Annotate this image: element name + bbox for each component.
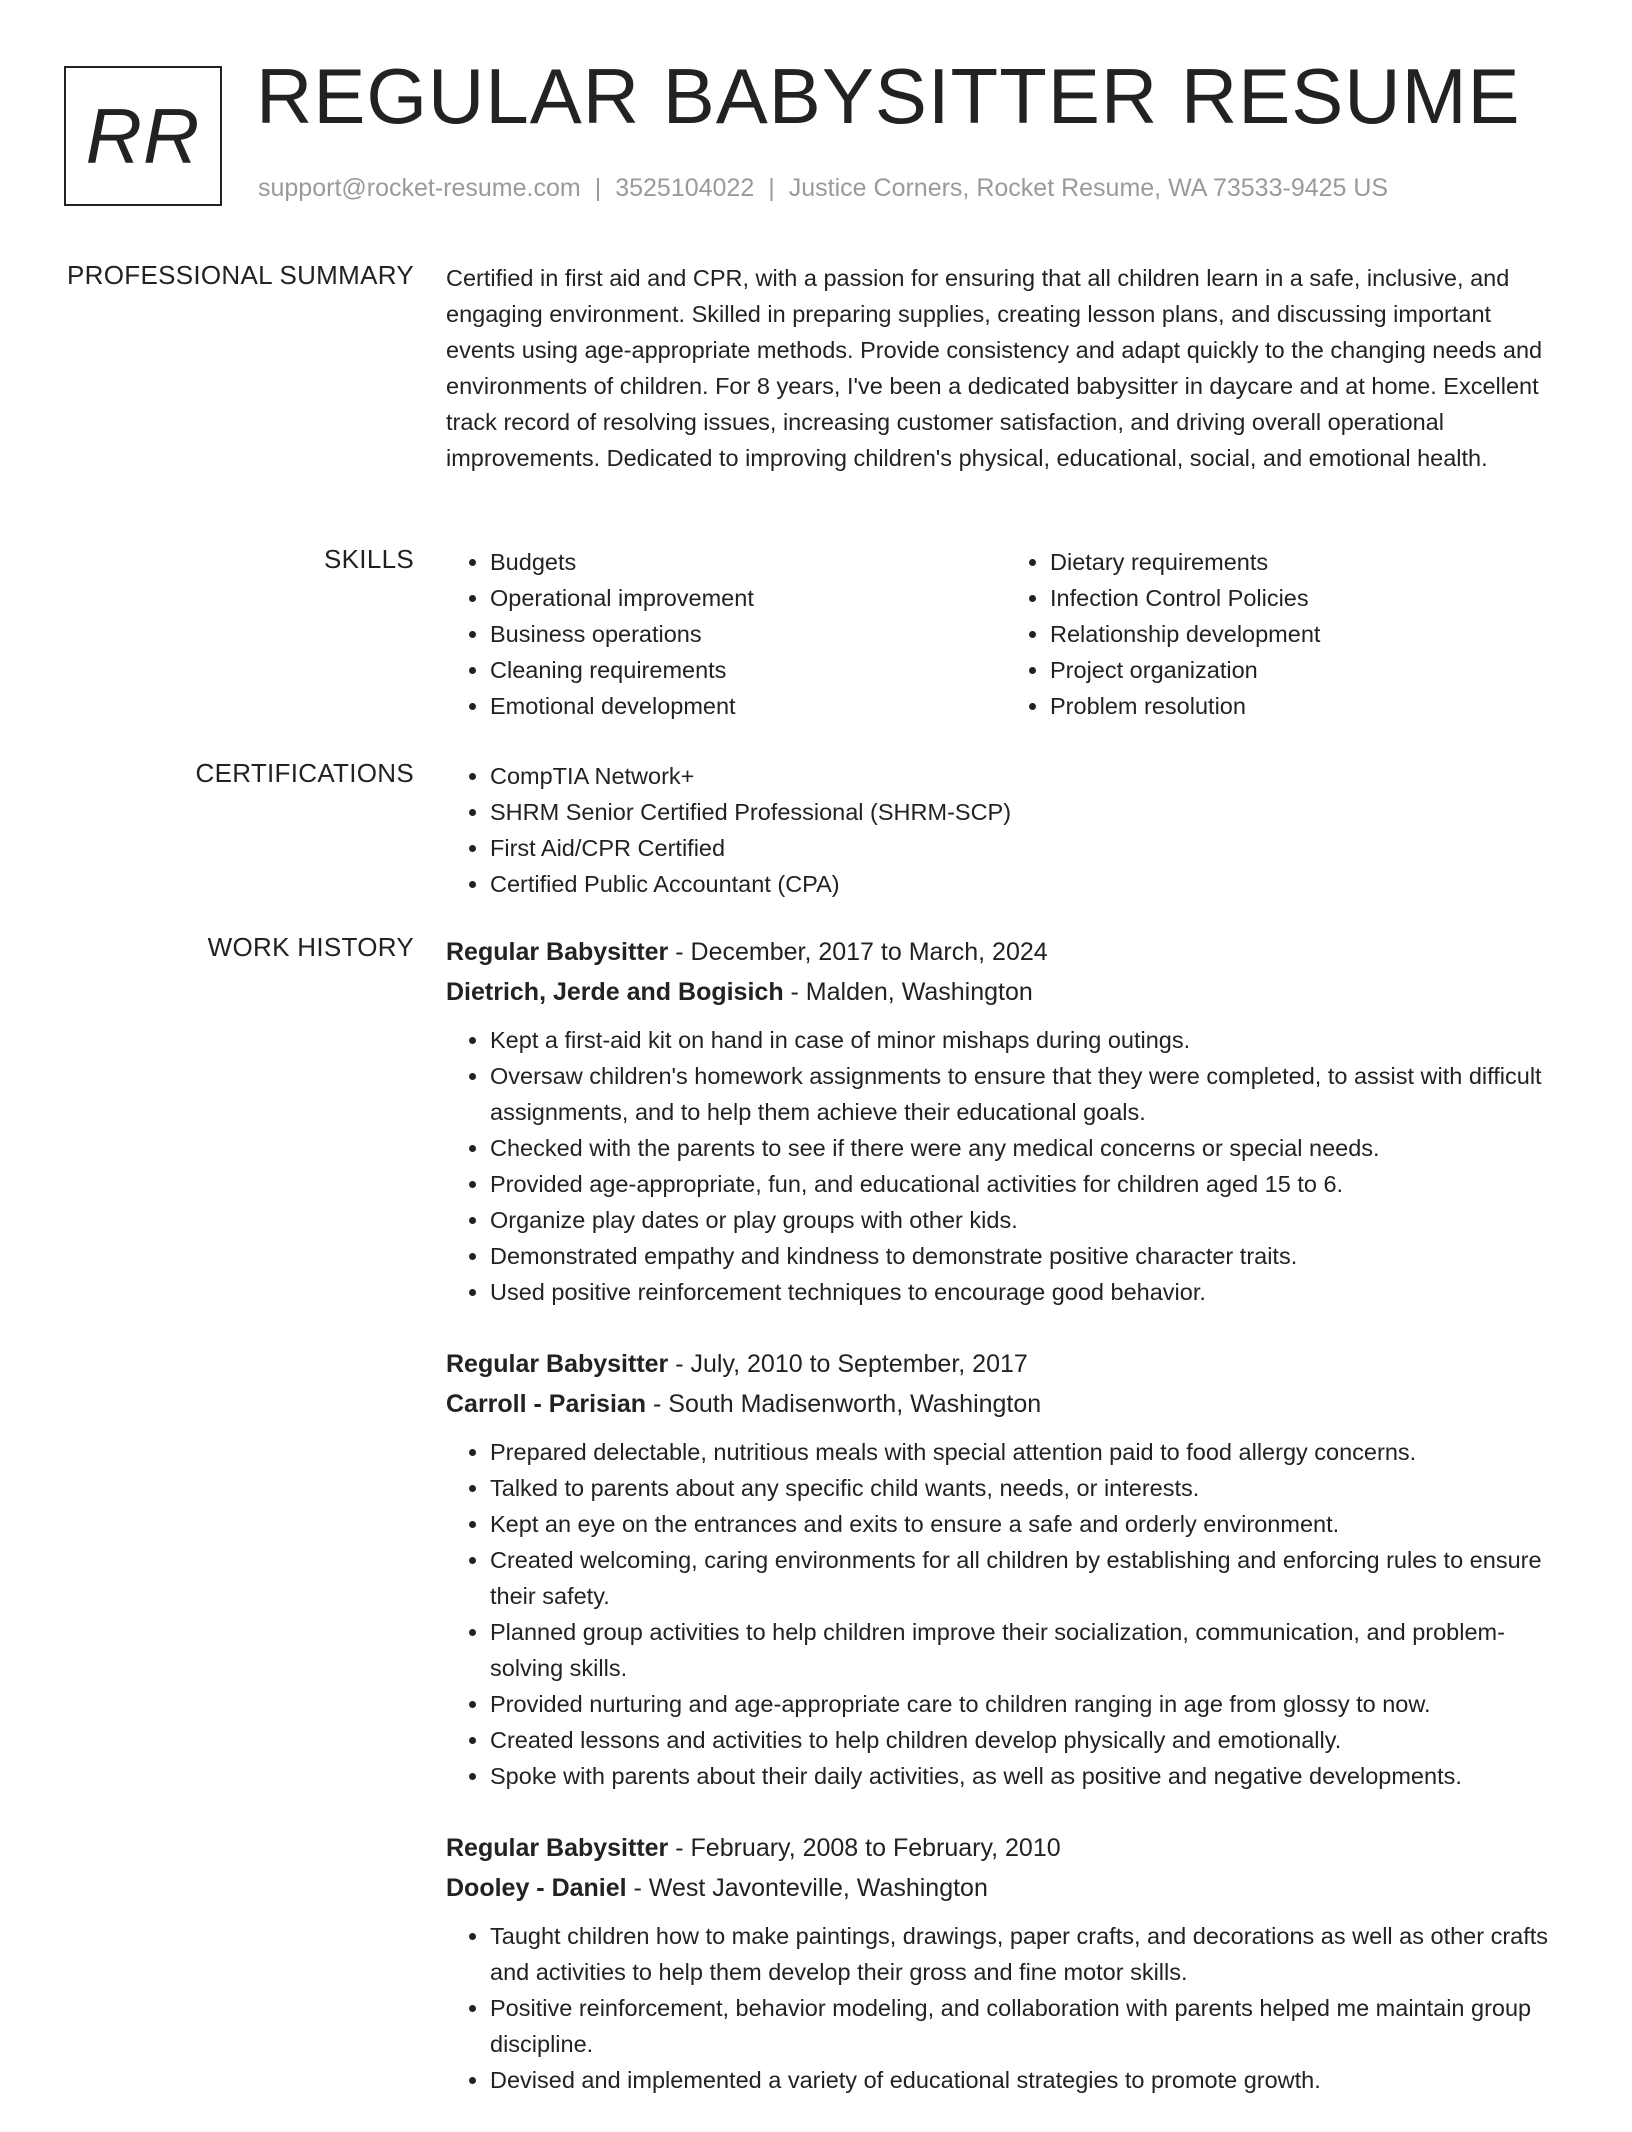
job-bullet: • Created welcoming, caring environments for all children by establishing and enforcing rules to ensure their safety.: [490, 1542, 1566, 1614]
skill-item: • Budgets: [490, 544, 1006, 580]
job-title: Regular Babysitter: [446, 938, 669, 966]
monogram-text: RR: [85, 91, 201, 180]
job-location: - West Javonteville, Washington: [626, 1874, 988, 1902]
skill-item: • Emotional development: [490, 688, 1006, 724]
certification-item: • CompTIA Network+: [490, 758, 1566, 794]
job-bullet: • Created lessons and activities to help children develop physically and emotionally.: [490, 1722, 1566, 1758]
job-bullet: • Provided age-appropriate, fun, and educational activities for children aged 15 to 6.: [490, 1166, 1566, 1202]
certification-item: • Certified Public Accountant (CPA): [490, 866, 1566, 902]
job-entry: [446, 1828, 1566, 2098]
job-bullet: • Devised and implemented a variety of educational strategies to promote growth.: [490, 2062, 1566, 2098]
job-title: Regular Babysitter: [446, 1350, 669, 1378]
job-title-line: [446, 1828, 1566, 1868]
skills-columns: [446, 544, 1566, 724]
job-title: Regular Babysitter: [446, 1834, 669, 1862]
job-bullet: • Provided nurturing and age-appropriate care to children ranging in age from glossy to now.: [490, 1686, 1566, 1722]
contact-separator: |: [768, 174, 775, 202]
summary-text: Certified in first aid and CPR, with a passion for ensuring that all children learn in a safe, inclusive, and engaging environment. Skilled in preparing supplies, creating lesson plans, and discussing important events using age-appropriate methods. Provide consistency and adapt quickly to the changing needs and environments of children. For 8 years, I've been a dedicated babysitter in daycare and at home. Excellent track record of resolving issues, increasing customer satisfaction, and driving overall operational improvements. Dedicated to improving children's physical, educational, social, and emotional health.: [446, 265, 1543, 471]
certification-item: • First Aid/CPR Certified: [490, 830, 1566, 866]
skill-item: • Dietary requirements: [1050, 544, 1566, 580]
job-location: - Malden, Washington: [783, 978, 1033, 1006]
job-dates: - February, 2008 to February, 2010: [668, 1834, 1061, 1862]
skill-item: • Problem resolution: [1050, 688, 1566, 724]
job-bullet: • Oversaw children's homework assignments to ensure that they were completed, to assist with difficult assignments, and to help them achieve their educational goals.: [490, 1058, 1566, 1130]
job-title-line: [446, 1344, 1566, 1384]
job-location: - South Madisenworth, Washington: [646, 1390, 1042, 1418]
contact-email: support@rocket-resume.com: [258, 174, 581, 202]
job-bullet: • Planned group activities to help children improve their socialization, communication, and problem-solving skills.: [490, 1614, 1566, 1686]
skill-item: • Project organization: [1050, 652, 1566, 688]
job-bullet: • Prepared delectable, nutritious meals with special attention paid to food allergy concerns.: [490, 1434, 1566, 1470]
job-bullet: • Kept a first-aid kit on hand in case of minor mishaps during outings.: [490, 1022, 1566, 1058]
job-bullet: • Checked with the parents to see if there were any medical concerns or special needs.: [490, 1130, 1566, 1166]
resume-title: REGULAR BABYSITTER RESUME: [256, 52, 1521, 140]
job-company-line: [446, 972, 1566, 1012]
job-entry: [446, 932, 1566, 1310]
contact-address: Justice Corners, Rocket Resume, WA 73533-9425 US: [788, 174, 1389, 202]
section-heading: PROFESSIONAL SUMMARY: [67, 260, 414, 290]
job-title-line: [446, 932, 1566, 972]
skill-item: • Relationship development: [1050, 616, 1566, 652]
job-bullet: • Taught children how to make paintings, drawings, paper crafts, and decorations as well as other crafts and activities to help them develop their gross and fine motor skills.: [490, 1918, 1566, 1990]
job-bullet: • Positive reinforcement, behavior modeling, and collaboration with parents helped me maintain group discipline.: [490, 1990, 1566, 2062]
job-entry: [446, 1344, 1566, 1794]
job-company: Dietrich, Jerde and Bogisich: [446, 978, 784, 1006]
skills-list-right: [1006, 544, 1566, 724]
skill-item: • Business operations: [490, 616, 1006, 652]
certifications-body: [446, 758, 1566, 902]
section-heading: WORK HISTORY: [207, 932, 414, 962]
job-bullets: [446, 1918, 1566, 2098]
contact-separator: |: [594, 174, 602, 202]
section-heading: SKILLS: [324, 544, 414, 574]
job-company-line: [446, 1384, 1566, 1424]
certifications-list: [446, 758, 1566, 902]
contact-line: [258, 174, 1388, 203]
section-heading: CERTIFICATIONS: [195, 758, 414, 788]
job-company: Dooley - Daniel: [446, 1874, 627, 1902]
job-bullets: [446, 1022, 1566, 1310]
job-bullet: • Spoke with parents about their daily activities, as well as positive and negative developments.: [490, 1758, 1566, 1794]
job-bullets: [446, 1434, 1566, 1794]
job-company-line: [446, 1868, 1566, 1908]
job-dates: - December, 2017 to March, 2024: [668, 938, 1048, 966]
skills-list-left: [446, 544, 1006, 724]
monogram-logo: [64, 66, 222, 206]
skill-item: • Cleaning requirements: [490, 652, 1006, 688]
skill-item: • Operational improvement: [490, 580, 1006, 616]
skills-body: [446, 544, 1566, 724]
skill-item: • Infection Control Policies: [1050, 580, 1566, 616]
summary-body: [446, 260, 1566, 476]
job-bullet: • Organize play dates or play groups with other kids.: [490, 1202, 1566, 1238]
job-dates: - July, 2010 to September, 2017: [668, 1350, 1028, 1378]
contact-phone: 3525104022: [615, 174, 755, 202]
job-bullet: • Used positive reinforcement techniques to encourage good behavior.: [490, 1274, 1566, 1310]
certification-item: • SHRM Senior Certified Professional (SHRM-SCP): [490, 794, 1566, 830]
job-company: Carroll - Parisian: [446, 1390, 647, 1418]
job-bullet: • Demonstrated empathy and kindness to demonstrate positive character traits.: [490, 1238, 1566, 1274]
job-bullet: • Talked to parents about any specific child wants, needs, or interests.: [490, 1470, 1566, 1506]
job-bullet: • Kept an eye on the entrances and exits to ensure a safe and orderly environment.: [490, 1506, 1566, 1542]
work-history-body: [446, 932, 1566, 2132]
